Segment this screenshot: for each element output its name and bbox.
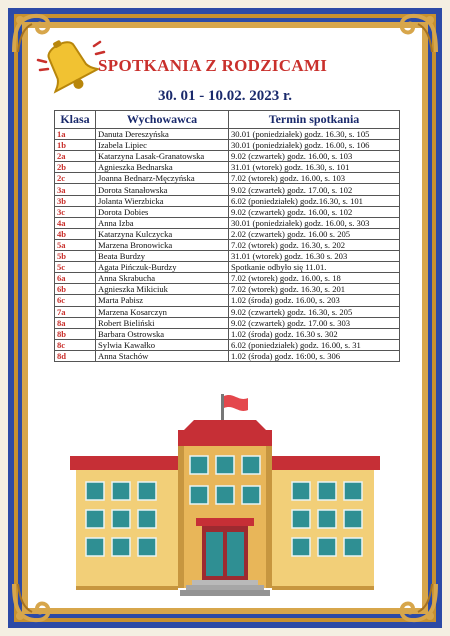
cell-klasa: 2b xyxy=(55,162,96,173)
cell-termin: 9.02 (czwartek) godz. 17.00 s. 303 xyxy=(229,317,400,328)
school-building-icon xyxy=(66,394,384,600)
column-header-wychowawca: Wychowawca xyxy=(96,111,229,129)
page-title: SPOTKANIA Z RODZICAMI xyxy=(98,56,328,75)
table-row xyxy=(55,295,400,306)
cell-klasa: 7a xyxy=(55,306,96,317)
table-row xyxy=(55,306,400,317)
date-range: 30. 01 - 10.02. 2023 r. xyxy=(157,88,293,104)
cell-wychowawca: Dorota Stanałowska xyxy=(96,184,229,195)
cell-klasa: 8c xyxy=(55,339,96,350)
table-row xyxy=(55,317,400,328)
cell-termin: 30.01 (poniedziałek) godz. 16.00, s. 303 xyxy=(229,217,400,228)
table-header-row xyxy=(55,111,400,129)
cell-wychowawca: Marzena Bronowicka xyxy=(96,239,229,250)
cell-wychowawca: Robert Bieliński xyxy=(96,317,229,328)
table-row xyxy=(55,328,400,339)
cell-wychowawca: Marta Pabisz xyxy=(96,295,229,306)
table-body xyxy=(55,129,400,362)
corner-ornament-icon xyxy=(394,580,440,626)
cell-wychowawca: Agnieszka Mikiciuk xyxy=(96,284,229,295)
cell-wychowawca: Anna Skrabucha xyxy=(96,273,229,284)
cell-klasa: 4a xyxy=(55,217,96,228)
cell-klasa: 2a xyxy=(55,151,96,162)
cell-klasa: 2c xyxy=(55,173,96,184)
cell-termin: 9.02 (czwartek) godz. 16.00, s. 102 xyxy=(229,206,400,217)
cell-klasa: 8d xyxy=(55,350,96,361)
table-row xyxy=(55,284,400,295)
cell-klasa: 3c xyxy=(55,206,96,217)
cell-termin: 2.02 (czwartek) godz. 16.00 s. 205 xyxy=(229,228,400,239)
table-row xyxy=(55,184,400,195)
cell-klasa: 1b xyxy=(55,140,96,151)
cell-wychowawca: Marzena Kosarczyn xyxy=(96,306,229,317)
table-row xyxy=(55,206,400,217)
cell-wychowawca: Joanna Bednarz-Męczyńska xyxy=(96,173,229,184)
cell-klasa: 3a xyxy=(55,184,96,195)
table-row xyxy=(55,251,400,262)
cell-termin: 31.01 (wtorek) godz. 16.30, s. 101 xyxy=(229,162,400,173)
cell-termin: 31.01 (wtorek) godz. 16.30 s. 203 xyxy=(229,251,400,262)
cell-wychowawca: Izabela Lipiec xyxy=(96,140,229,151)
cell-termin: 7.02 (wtorek) godz. 16.30, s. 202 xyxy=(229,239,400,250)
table-row xyxy=(55,217,400,228)
cell-termin: 1.02 (środa) godz. 16.30 s. 302 xyxy=(229,328,400,339)
cell-wychowawca: Danuta Dereszyńska xyxy=(96,129,229,140)
cell-wychowawca: Jolanta Wierzbicka xyxy=(96,195,229,206)
cell-wychowawca: Dorota Dobies xyxy=(96,206,229,217)
table-row xyxy=(55,151,400,162)
table-row xyxy=(55,350,400,361)
cell-wychowawca: Beata Burdzy xyxy=(96,251,229,262)
cell-klasa: 5b xyxy=(55,251,96,262)
schedule-table xyxy=(54,110,400,362)
table-row xyxy=(55,162,400,173)
cell-wychowawca: Anna Izba xyxy=(96,217,229,228)
cell-termin: 7.02 (wtorek) godz. 16.30, s. 201 xyxy=(229,284,400,295)
cell-klasa: 6c xyxy=(55,295,96,306)
cell-termin: 1.02 (środa) godz. 16:00, s. 306 xyxy=(229,350,400,361)
cell-termin: 1.02 (środa) godz. 16.00, s. 203 xyxy=(229,295,400,306)
cell-klasa: 4b xyxy=(55,228,96,239)
cell-termin: Spotkanie odbyło się 11.01. xyxy=(229,262,400,273)
cell-termin: 7.02 (wtorek) godz. 16.00, s. 103 xyxy=(229,173,400,184)
cell-klasa: 6b xyxy=(55,284,96,295)
table-row xyxy=(55,262,400,273)
cell-termin: 30.01 (poniedziałek) godz. 16.30, s. 105 xyxy=(229,129,400,140)
cell-wychowawca: Barbara Ostrowska xyxy=(96,328,229,339)
cell-klasa: 5a xyxy=(55,239,96,250)
table-row xyxy=(55,129,400,140)
table-row xyxy=(55,273,400,284)
cell-termin: 9.02 (czwartek) godz. 16.00, s. 103 xyxy=(229,151,400,162)
table-row xyxy=(55,228,400,239)
cell-klasa: 8a xyxy=(55,317,96,328)
cell-wychowawca: Sylwia Kawałko xyxy=(96,339,229,350)
cell-wychowawca: Anna Stachów xyxy=(96,350,229,361)
cell-klasa: 6a xyxy=(55,273,96,284)
table-row xyxy=(55,140,400,151)
cell-wychowawca: Katarzyna Kulczycka xyxy=(96,228,229,239)
cell-wychowawca: Katarzyna Lasak-Granatowska xyxy=(96,151,229,162)
cell-klasa: 8b xyxy=(55,328,96,339)
column-header-klasa: Klasa xyxy=(55,111,96,129)
table-row xyxy=(55,173,400,184)
cell-wychowawca: Agata Pińczuk-Burdzy xyxy=(96,262,229,273)
bell-icon xyxy=(34,38,106,94)
cell-termin: 9.02 (czwartek) godz. 17.00, s. 102 xyxy=(229,184,400,195)
table-row xyxy=(55,195,400,206)
cell-klasa: 3b xyxy=(55,195,96,206)
cell-klasa: 1a xyxy=(55,129,96,140)
table-row xyxy=(55,339,400,350)
corner-ornament-icon xyxy=(10,580,56,626)
table-row xyxy=(55,239,400,250)
cell-termin: 6.02 (poniedziałek) godz. 16.00, s. 31 xyxy=(229,339,400,350)
column-header-termin: Termin spotkania xyxy=(229,111,400,129)
cell-termin: 30.01 (poniedziałek) godz. 16.00, s. 106 xyxy=(229,140,400,151)
cell-termin: 7.02 (wtorek) godz. 16.00, s. 18 xyxy=(229,273,400,284)
cell-wychowawca: Agnieszka Bednarska xyxy=(96,162,229,173)
cell-termin: 6.02 (poniedziałek) godz.16.30, s. 101 xyxy=(229,195,400,206)
corner-ornament-icon xyxy=(394,10,440,56)
cell-termin: 9.02 (czwartek) godz. 16.30, s. 205 xyxy=(229,306,400,317)
cell-klasa: 5c xyxy=(55,262,96,273)
